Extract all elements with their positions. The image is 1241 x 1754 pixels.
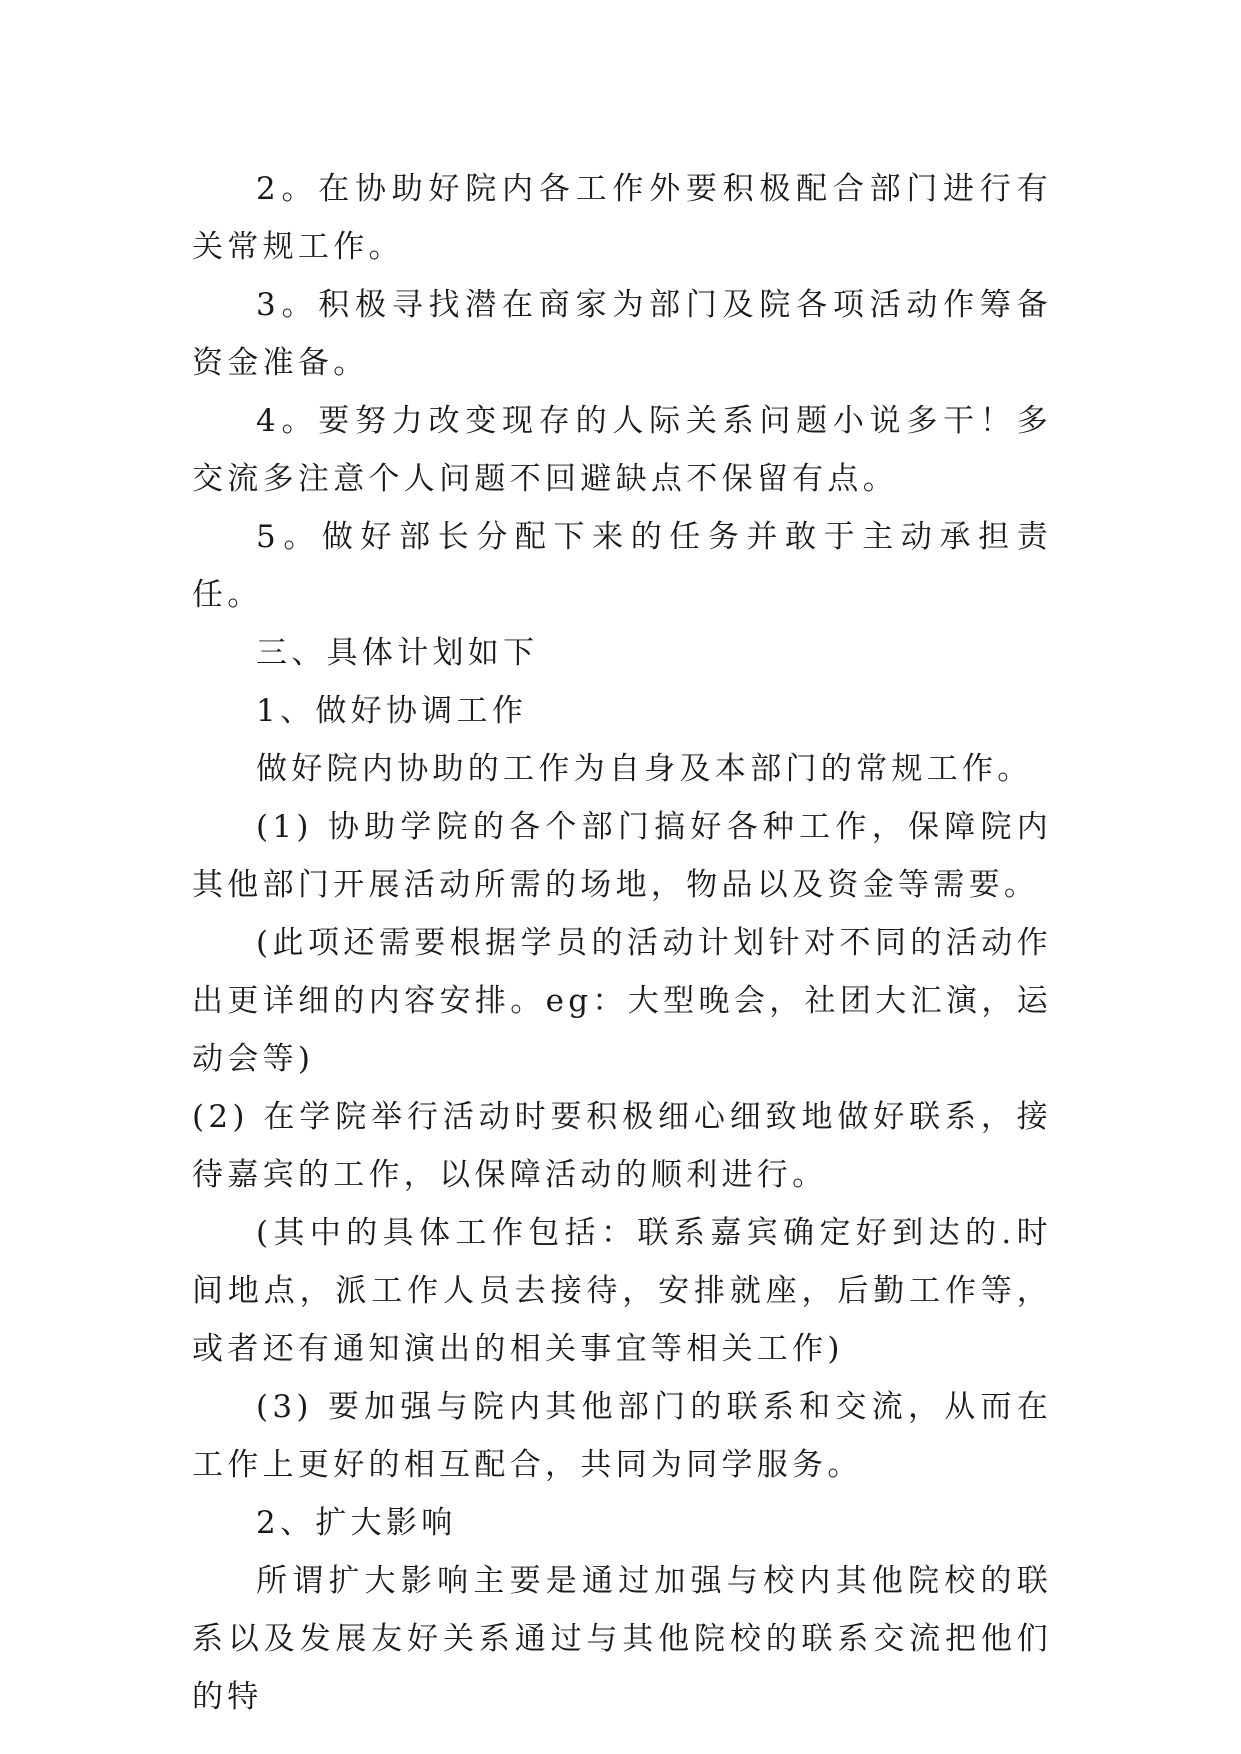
paragraph: (1) 协助学院的各个部门搞好各种工作，保障院内其他部门开展活动所需的场地，物品以及资金等需要。 — [192, 809, 1052, 903]
subsection-heading: 1、做好协调工作 — [256, 693, 528, 729]
paragraph: 所谓扩大影响主要是通过加强与校内其他院校的联系以及发展友好关系通过与其他院校的联系交流把他们的特 — [192, 1563, 1052, 1715]
section-heading: 三、具体计划如下 — [256, 635, 539, 671]
paragraph: 5。做好部长分配下来的任务并敢于主动承担责任。 — [192, 519, 1052, 613]
paragraph: 做好院内协助的工作为自身及本部门的常规工作。 — [256, 751, 1033, 787]
paragraph: (此项还需要根据学员的活动计划针对不同的活动作出更详细的内容安排。eg：大型晚会，社团大汇演，运动会等) — [192, 925, 1052, 1077]
paragraph: (3) 要加强与院内其他部门的联系和交流，从而在工作上更好的相互配合，共同为同学服务。 — [192, 1389, 1052, 1483]
paragraph: 2。在协助好院内各工作外要积极配合部门进行有关常规工作。 — [192, 171, 1052, 265]
paragraph: 4。要努力改变现存的人际关系问题小说多干！多交流多注意个人问题不回避缺点不保留有点。 — [192, 403, 1052, 497]
paragraph: (其中的具体工作包括：联系嘉宾确定好到达的.时间地点，派工作人员去接待，安排就座，后勤工作等，或者还有通知演出的相关事宜等相关工作) — [192, 1215, 1052, 1367]
paragraph: 3。积极寻找潜在商家为部门及院各项活动作筹备资金准备。 — [192, 287, 1052, 381]
subsection-heading: 2、扩大影响 — [256, 1505, 457, 1541]
document-body — [192, 160, 1052, 1726]
paragraph: (2) 在学院举行活动时要积极细心细致地做好联系，接待嘉宾的工作，以保障活动的顺利进行。 — [192, 1099, 1052, 1193]
